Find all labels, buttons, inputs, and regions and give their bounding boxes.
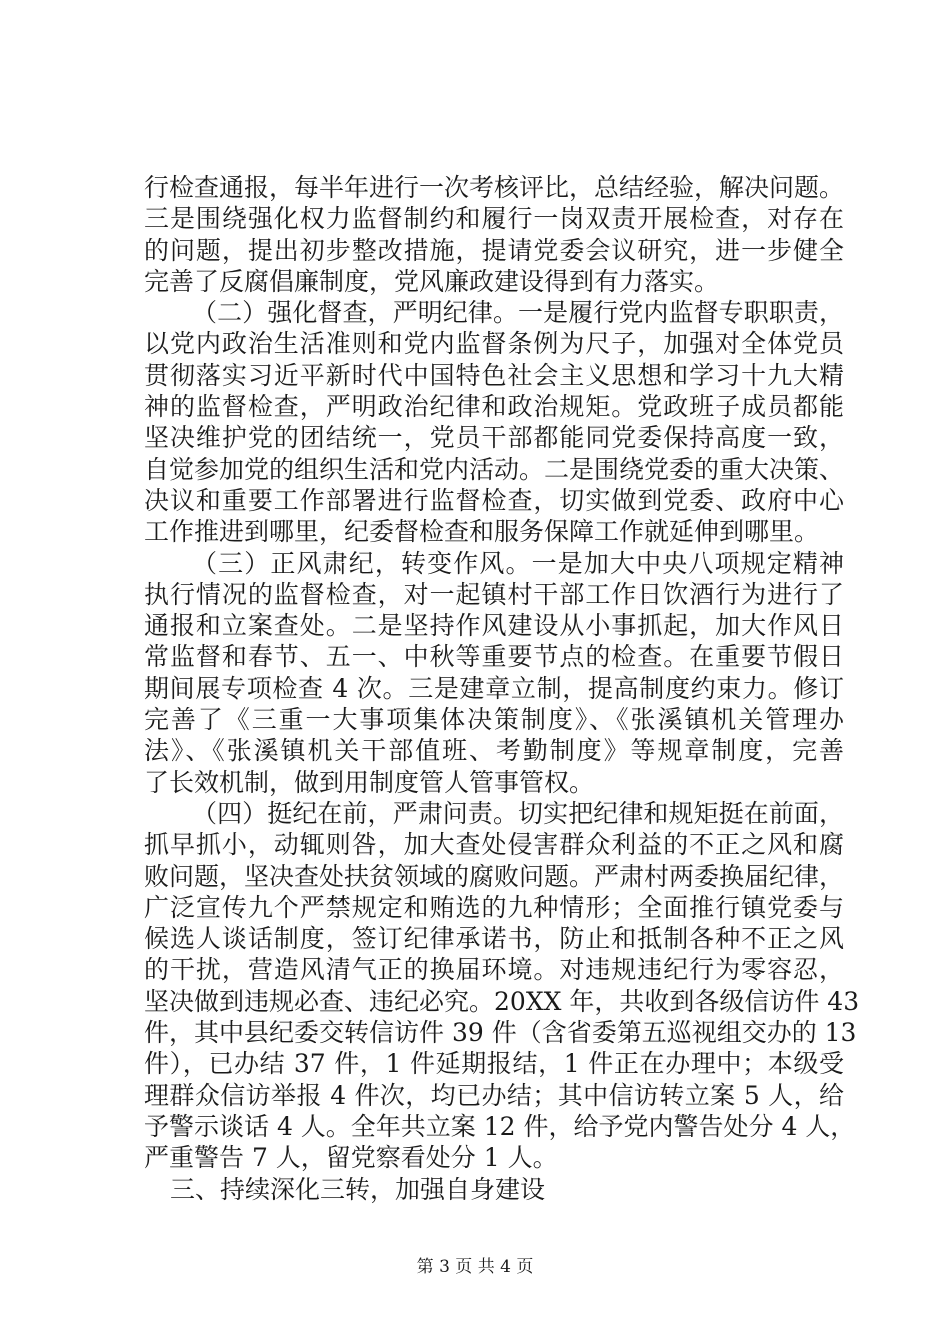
text-line: 坚决维护党的团结统一，党员干部都能同党委保持高度一致， [144,423,844,453]
text-line: 执行情况的监督检查，对一起镇村干部工作日饮酒行为进行了 [144,579,844,609]
text-line: 候选人谈话制度，签订纪律承诺书，防止和抵制各种不正之风 [144,924,844,954]
text-line: 坚决做到违规必查、违纪必究。20XX 年，共收到各级信访件 43 [144,986,860,1016]
document-body [144,172,860,1205]
text-line: 抓早抓小，动辄则咎，加大查处侵害群众利益的不正之风和腐 [144,830,844,860]
text-line: 予警示谈话 4 人。全年共立案 12 件，给予党内警告处分 4 人， [144,1111,856,1141]
text-line: （四）挺纪在前，严肃问责。切实把纪律和规矩挺在前面， [192,798,844,828]
text-line: 通报和立案查处。二是坚持作风建设从小事抓起，加大作风日 [144,611,844,641]
text-line: 了长效机制，做到用制度管人管事管权。 [144,767,595,797]
text-line: 严重警告 7 人，留党察看处分 1 人。 [144,1143,558,1173]
text-line: 完善了反腐倡廉制度，党风廉政建设得到有力落实。 [144,266,720,296]
text-line: 神的监督检查，严明政治纪律和政治规矩。党政班子成员都能 [144,392,844,422]
text-line: 三是围绕强化权力监督制约和履行一岗双责开展检查，对存在 [144,204,844,234]
text-line: 件，其中县纪委交转信访件 39 件（含省委第五巡视组交办的 13 [144,1018,857,1048]
text-line: （三）正风肃纪，转变作风。一是加大中央八项规定精神 [192,548,844,578]
text-line: 以党内政治生活准则和党内监督条例为尺子，加强对全体党员 [144,329,844,359]
text-line: 工作推进到哪里，纪委督检查和服务保障工作就延伸到哪里。 [144,517,820,547]
text-line: 的问题，提出初步整改措施，提请党委会议研究，进一步健全 [144,235,844,265]
text-line: 理群众信访举报 4 件次，均已办结；其中信访转立案 5 人，给 [144,1080,844,1110]
text-line: （二）强化督查，严明纪律。一是履行党内监督专职职责， [192,298,844,328]
text-line: 贯彻落实习近平新时代中国特色社会主义思想和学习十九大精 [144,360,844,390]
text-line: 行检查通报，每半年进行一次考核评比，总结经验，解决问题。 [144,173,845,202]
text-line: 败问题，坚决查处扶贫领域的腐败问题。严肃村两委换届纪律， [144,861,845,891]
text-line: 的干扰，营造风清气正的换届环境。对违规违纪行为零容忍， [144,955,844,985]
text-line: 广泛宣传九个严禁规定和贿选的九种情形；全面推行镇党委与 [144,892,844,922]
text-line: 完善了《三重一大事项集体决策制度》、《张溪镇机关管理办 [144,705,844,735]
text-line: 常监督和春节、五一、中秋等重要节点的检查。在重要节假日 [144,642,844,672]
text-line: 自觉参加党的组织生活和党内活动。二是围绕党委的重大决策、 [144,454,845,484]
text-line: 期间展专项检查 4 次。三是建章立制，提高制度约束力。修订 [144,673,844,703]
page-footer: 第 3 页 共 4 页 [416,1257,534,1277]
text-line: 法》、《张溪镇机关干部值班、考勤制度》等规章制度，完善 [144,736,844,766]
text-line: 件），已办结 37 件，1 件延期报结，1 件正在办理中；本级受 [144,1049,844,1079]
text-line: 决议和重要工作部署进行监督检查，切实做到党委、政府中心 [144,485,844,515]
section-heading: 三、持续深化三转，加强自身建设 [170,1174,546,1204]
